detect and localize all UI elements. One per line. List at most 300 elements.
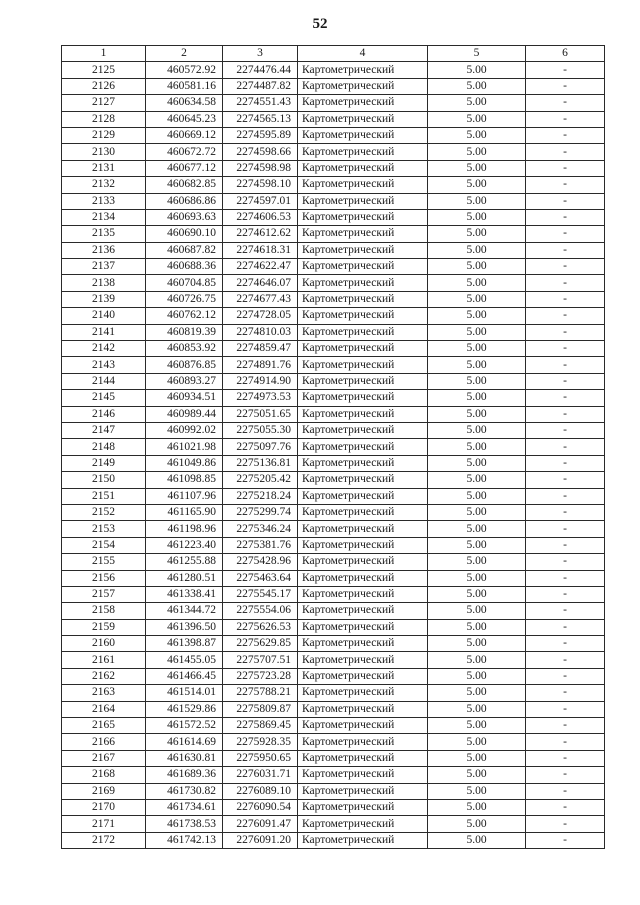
accuracy-cell: 5.00 (428, 127, 526, 143)
accuracy-cell: 5.00 (428, 652, 526, 668)
table-row (62, 586, 605, 602)
table-row (62, 406, 605, 422)
table-row (62, 62, 605, 78)
x-coordinate-cell: 461466.45 (146, 668, 223, 684)
x-coordinate-cell: 461614.69 (146, 734, 223, 750)
accuracy-cell: 5.00 (428, 521, 526, 537)
point-number-cell: 2145 (62, 390, 146, 406)
method-cell: Картометрический (298, 406, 428, 422)
method-cell: Картометрический (298, 652, 428, 668)
table-row (62, 357, 605, 373)
table-row (62, 636, 605, 652)
y-coordinate-cell: 2275381.76 (223, 537, 298, 553)
y-coordinate-cell: 2274810.03 (223, 324, 298, 340)
method-cell: Картометрический (298, 357, 428, 373)
page-number: 52 (312, 16, 328, 32)
x-coordinate-cell: 460726.75 (146, 291, 223, 307)
table-row (62, 619, 605, 635)
description-cell: - (526, 832, 605, 848)
y-coordinate-cell: 2275554.06 (223, 603, 298, 619)
table-row (62, 390, 605, 406)
accuracy-cell: 5.00 (428, 160, 526, 176)
accuracy-cell: 5.00 (428, 554, 526, 570)
y-coordinate-cell: 2274612.62 (223, 226, 298, 242)
method-cell: Картометрический (298, 62, 428, 78)
y-coordinate-cell: 2274476.44 (223, 62, 298, 78)
y-coordinate-cell: 2275299.74 (223, 504, 298, 520)
method-cell: Картометрический (298, 259, 428, 275)
description-cell: - (526, 603, 605, 619)
description-cell: - (526, 521, 605, 537)
x-coordinate-cell: 460682.85 (146, 177, 223, 193)
x-coordinate-cell: 461021.98 (146, 439, 223, 455)
method-cell: Картометрический (298, 521, 428, 537)
y-coordinate-cell: 2276090.54 (223, 799, 298, 815)
method-cell: Картометрический (298, 701, 428, 717)
description-cell: - (526, 619, 605, 635)
method-cell: Картометрический (298, 718, 428, 734)
y-coordinate-cell: 2275545.17 (223, 586, 298, 602)
table-row (62, 570, 605, 586)
method-cell: Картометрический (298, 193, 428, 209)
accuracy-cell: 5.00 (428, 537, 526, 553)
accuracy-cell: 5.00 (428, 357, 526, 373)
x-coordinate-cell: 460645.23 (146, 111, 223, 127)
point-number-cell: 2142 (62, 341, 146, 357)
x-coordinate-cell: 461338.41 (146, 586, 223, 602)
table-row (62, 226, 605, 242)
y-coordinate-cell: 2274622.47 (223, 259, 298, 275)
point-number-cell: 2159 (62, 619, 146, 635)
point-number-cell: 2135 (62, 226, 146, 242)
y-coordinate-cell: 2275218.24 (223, 488, 298, 504)
x-coordinate-cell: 461344.72 (146, 603, 223, 619)
x-coordinate-cell: 461107.96 (146, 488, 223, 504)
accuracy-cell: 5.00 (428, 734, 526, 750)
accuracy-cell: 5.00 (428, 422, 526, 438)
table-row (62, 734, 605, 750)
x-coordinate-cell: 460853.92 (146, 341, 223, 357)
header-cell-2: 2 (146, 46, 223, 62)
table-row (62, 537, 605, 553)
x-coordinate-cell: 460686.86 (146, 193, 223, 209)
table-row (62, 422, 605, 438)
point-number-cell: 2133 (62, 193, 146, 209)
accuracy-cell: 5.00 (428, 472, 526, 488)
point-number-cell: 2131 (62, 160, 146, 176)
table-row (62, 144, 605, 160)
point-number-cell: 2150 (62, 472, 146, 488)
table-header (62, 46, 605, 62)
method-cell: Картометрический (298, 324, 428, 340)
method-cell: Картометрический (298, 504, 428, 520)
accuracy-cell: 5.00 (428, 111, 526, 127)
table-row (62, 783, 605, 799)
accuracy-cell: 5.00 (428, 570, 526, 586)
table-row (62, 78, 605, 94)
method-cell: Картометрический (298, 537, 428, 553)
description-cell: - (526, 570, 605, 586)
description-cell: - (526, 718, 605, 734)
table-row (62, 652, 605, 668)
point-number-cell: 2168 (62, 767, 146, 783)
x-coordinate-cell: 460704.85 (146, 275, 223, 291)
accuracy-cell: 5.00 (428, 718, 526, 734)
description-cell: - (526, 488, 605, 504)
x-coordinate-cell: 461396.50 (146, 619, 223, 635)
description-cell: - (526, 636, 605, 652)
description-cell: - (526, 586, 605, 602)
y-coordinate-cell: 2276031.71 (223, 767, 298, 783)
point-number-cell: 2160 (62, 636, 146, 652)
point-number-cell: 2129 (62, 127, 146, 143)
x-coordinate-cell: 461738.53 (146, 816, 223, 832)
point-number-cell: 2138 (62, 275, 146, 291)
table-row (62, 324, 605, 340)
description-cell: - (526, 226, 605, 242)
table-row (62, 685, 605, 701)
accuracy-cell: 5.00 (428, 226, 526, 242)
accuracy-cell: 5.00 (428, 750, 526, 766)
point-number-cell: 2128 (62, 111, 146, 127)
method-cell: Картометрический (298, 603, 428, 619)
point-number-cell: 2152 (62, 504, 146, 520)
y-coordinate-cell: 2275809.87 (223, 701, 298, 717)
x-coordinate-cell: 460762.12 (146, 308, 223, 324)
table-row (62, 767, 605, 783)
point-number-cell: 2162 (62, 668, 146, 684)
x-coordinate-cell: 460581.16 (146, 78, 223, 94)
point-number-cell: 2172 (62, 832, 146, 848)
point-number-cell: 2125 (62, 62, 146, 78)
description-cell: - (526, 291, 605, 307)
point-number-cell: 2136 (62, 242, 146, 258)
y-coordinate-cell: 2274487.82 (223, 78, 298, 94)
point-number-cell: 2161 (62, 652, 146, 668)
description-cell: - (526, 62, 605, 78)
method-cell: Картометрический (298, 619, 428, 635)
y-coordinate-cell: 2275346.24 (223, 521, 298, 537)
method-cell: Картометрический (298, 472, 428, 488)
x-coordinate-cell: 460693.63 (146, 209, 223, 225)
point-number-cell: 2148 (62, 439, 146, 455)
description-cell: - (526, 554, 605, 570)
x-coordinate-cell: 461689.36 (146, 767, 223, 783)
accuracy-cell: 5.00 (428, 193, 526, 209)
table-row (62, 455, 605, 471)
y-coordinate-cell: 2274618.31 (223, 242, 298, 258)
y-coordinate-cell: 2275629.85 (223, 636, 298, 652)
point-number-cell: 2169 (62, 783, 146, 799)
method-cell: Картометрический (298, 439, 428, 455)
method-cell: Картометрический (298, 275, 428, 291)
y-coordinate-cell: 2275097.76 (223, 439, 298, 455)
accuracy-cell: 5.00 (428, 259, 526, 275)
table-row (62, 127, 605, 143)
accuracy-cell: 5.00 (428, 504, 526, 520)
description-cell: - (526, 668, 605, 684)
method-cell: Картометрический (298, 78, 428, 94)
y-coordinate-cell: 2274598.66 (223, 144, 298, 160)
table-row (62, 832, 605, 848)
x-coordinate-cell: 461198.96 (146, 521, 223, 537)
description-cell: - (526, 209, 605, 225)
y-coordinate-cell: 2274859.47 (223, 341, 298, 357)
point-number-cell: 2163 (62, 685, 146, 701)
x-coordinate-cell: 460989.44 (146, 406, 223, 422)
header-cell-5: 5 (428, 46, 526, 62)
x-coordinate-cell: 461734.61 (146, 799, 223, 815)
method-cell: Картометрический (298, 422, 428, 438)
accuracy-cell: 5.00 (428, 177, 526, 193)
table-row (62, 439, 605, 455)
method-cell: Картометрический (298, 816, 428, 832)
table-row (62, 816, 605, 832)
method-cell: Картометрический (298, 291, 428, 307)
point-number-cell: 2170 (62, 799, 146, 815)
table-row (62, 193, 605, 209)
point-number-cell: 2130 (62, 144, 146, 160)
accuracy-cell: 5.00 (428, 799, 526, 815)
method-cell: Картометрический (298, 488, 428, 504)
description-cell: - (526, 685, 605, 701)
x-coordinate-cell: 461165.90 (146, 504, 223, 520)
method-cell: Картометрический (298, 209, 428, 225)
point-number-cell: 2144 (62, 373, 146, 389)
y-coordinate-cell: 2275788.21 (223, 685, 298, 701)
y-coordinate-cell: 2275950.65 (223, 750, 298, 766)
description-cell: - (526, 472, 605, 488)
description-cell: - (526, 390, 605, 406)
y-coordinate-cell: 2276091.20 (223, 832, 298, 848)
description-cell: - (526, 127, 605, 143)
y-coordinate-cell: 2274551.43 (223, 95, 298, 111)
table-row (62, 718, 605, 734)
table-body (62, 62, 605, 849)
table-row (62, 521, 605, 537)
accuracy-cell: 5.00 (428, 636, 526, 652)
accuracy-cell: 5.00 (428, 144, 526, 160)
accuracy-cell: 5.00 (428, 619, 526, 635)
method-cell: Картометрический (298, 373, 428, 389)
x-coordinate-cell: 461630.81 (146, 750, 223, 766)
x-coordinate-cell: 460876.85 (146, 357, 223, 373)
y-coordinate-cell: 2274728.05 (223, 308, 298, 324)
point-number-cell: 2127 (62, 95, 146, 111)
x-coordinate-cell: 460677.12 (146, 160, 223, 176)
point-number-cell: 2164 (62, 701, 146, 717)
accuracy-cell: 5.00 (428, 455, 526, 471)
table-row (62, 373, 605, 389)
header-row (62, 46, 605, 62)
y-coordinate-cell: 2275428.96 (223, 554, 298, 570)
accuracy-cell: 5.00 (428, 701, 526, 717)
point-number-cell: 2149 (62, 455, 146, 471)
point-number-cell: 2147 (62, 422, 146, 438)
table-row (62, 160, 605, 176)
point-number-cell: 2143 (62, 357, 146, 373)
x-coordinate-cell: 461742.13 (146, 832, 223, 848)
description-cell: - (526, 439, 605, 455)
method-cell: Картометрический (298, 668, 428, 684)
description-cell: - (526, 373, 605, 389)
description-cell: - (526, 537, 605, 553)
accuracy-cell: 5.00 (428, 816, 526, 832)
y-coordinate-cell: 2275626.53 (223, 619, 298, 635)
description-cell: - (526, 177, 605, 193)
method-cell: Картометрический (298, 111, 428, 127)
x-coordinate-cell: 460992.02 (146, 422, 223, 438)
table-row (62, 308, 605, 324)
description-cell: - (526, 357, 605, 373)
accuracy-cell: 5.00 (428, 783, 526, 799)
accuracy-cell: 5.00 (428, 406, 526, 422)
accuracy-cell: 5.00 (428, 832, 526, 848)
method-cell: Картометрический (298, 127, 428, 143)
x-coordinate-cell: 461572.52 (146, 718, 223, 734)
accuracy-cell: 5.00 (428, 78, 526, 94)
x-coordinate-cell: 461730.82 (146, 783, 223, 799)
method-cell: Картометрический (298, 455, 428, 471)
accuracy-cell: 5.00 (428, 209, 526, 225)
table-row (62, 799, 605, 815)
table-row (62, 668, 605, 684)
description-cell: - (526, 422, 605, 438)
table-row (62, 341, 605, 357)
method-cell: Картометрический (298, 177, 428, 193)
point-number-cell: 2126 (62, 78, 146, 94)
x-coordinate-cell: 460688.36 (146, 259, 223, 275)
y-coordinate-cell: 2275869.45 (223, 718, 298, 734)
y-coordinate-cell: 2274598.10 (223, 177, 298, 193)
method-cell: Картометрический (298, 242, 428, 258)
point-number-cell: 2137 (62, 259, 146, 275)
description-cell: - (526, 816, 605, 832)
description-cell: - (526, 242, 605, 258)
method-cell: Картометрический (298, 832, 428, 848)
accuracy-cell: 5.00 (428, 242, 526, 258)
header-cell-4: 4 (298, 46, 428, 62)
point-number-cell: 2151 (62, 488, 146, 504)
x-coordinate-cell: 461514.01 (146, 685, 223, 701)
y-coordinate-cell: 2275928.35 (223, 734, 298, 750)
y-coordinate-cell: 2274646.07 (223, 275, 298, 291)
y-coordinate-cell: 2275136.81 (223, 455, 298, 471)
accuracy-cell: 5.00 (428, 324, 526, 340)
table-row (62, 275, 605, 291)
table-row (62, 488, 605, 504)
point-number-cell: 2146 (62, 406, 146, 422)
table-row (62, 701, 605, 717)
y-coordinate-cell: 2274914.90 (223, 373, 298, 389)
header-cell-6: 6 (526, 46, 605, 62)
y-coordinate-cell: 2276091.47 (223, 816, 298, 832)
description-cell: - (526, 341, 605, 357)
description-cell: - (526, 324, 605, 340)
y-coordinate-cell: 2275051.65 (223, 406, 298, 422)
point-number-cell: 2165 (62, 718, 146, 734)
description-cell: - (526, 275, 605, 291)
point-number-cell: 2132 (62, 177, 146, 193)
x-coordinate-cell: 461223.40 (146, 537, 223, 553)
x-coordinate-cell: 460669.12 (146, 127, 223, 143)
x-coordinate-cell: 460687.82 (146, 242, 223, 258)
method-cell: Картометрический (298, 95, 428, 111)
y-coordinate-cell: 2275707.51 (223, 652, 298, 668)
method-cell: Картометрический (298, 586, 428, 602)
description-cell: - (526, 799, 605, 815)
point-number-cell: 2167 (62, 750, 146, 766)
table-row (62, 603, 605, 619)
table-row (62, 95, 605, 111)
x-coordinate-cell: 460819.39 (146, 324, 223, 340)
point-number-cell: 2171 (62, 816, 146, 832)
description-cell: - (526, 308, 605, 324)
y-coordinate-cell: 2274597.01 (223, 193, 298, 209)
method-cell: Картометрический (298, 685, 428, 701)
description-cell: - (526, 455, 605, 471)
y-coordinate-cell: 2274598.98 (223, 160, 298, 176)
x-coordinate-cell: 460690.10 (146, 226, 223, 242)
description-cell: - (526, 193, 605, 209)
x-coordinate-cell: 460672.72 (146, 144, 223, 160)
description-cell: - (526, 652, 605, 668)
table-row (62, 291, 605, 307)
method-cell: Картометрический (298, 308, 428, 324)
table-row (62, 554, 605, 570)
accuracy-cell: 5.00 (428, 308, 526, 324)
point-number-cell: 2139 (62, 291, 146, 307)
table-row (62, 242, 605, 258)
description-cell: - (526, 783, 605, 799)
y-coordinate-cell: 2274973.53 (223, 390, 298, 406)
method-cell: Картометрический (298, 767, 428, 783)
point-number-cell: 2166 (62, 734, 146, 750)
accuracy-cell: 5.00 (428, 373, 526, 389)
table-row (62, 177, 605, 193)
point-number-cell: 2157 (62, 586, 146, 602)
table-row (62, 209, 605, 225)
header-cell-1: 1 (62, 46, 146, 62)
y-coordinate-cell: 2275723.28 (223, 668, 298, 684)
method-cell: Картометрический (298, 390, 428, 406)
accuracy-cell: 5.00 (428, 62, 526, 78)
accuracy-cell: 5.00 (428, 341, 526, 357)
point-number-cell: 2134 (62, 209, 146, 225)
accuracy-cell: 5.00 (428, 603, 526, 619)
method-cell: Картометрический (298, 144, 428, 160)
coordinates-table (61, 45, 605, 849)
description-cell: - (526, 111, 605, 127)
y-coordinate-cell: 2275463.64 (223, 570, 298, 586)
table-row (62, 259, 605, 275)
description-cell: - (526, 406, 605, 422)
x-coordinate-cell: 461398.87 (146, 636, 223, 652)
x-coordinate-cell: 460572.92 (146, 62, 223, 78)
method-cell: Картометрический (298, 799, 428, 815)
x-coordinate-cell: 460934.51 (146, 390, 223, 406)
method-cell: Картометрический (298, 226, 428, 242)
y-coordinate-cell: 2274606.53 (223, 209, 298, 225)
point-number-cell: 2154 (62, 537, 146, 553)
description-cell: - (526, 701, 605, 717)
accuracy-cell: 5.00 (428, 488, 526, 504)
method-cell: Картометрический (298, 554, 428, 570)
x-coordinate-cell: 460893.27 (146, 373, 223, 389)
table-row (62, 472, 605, 488)
description-cell: - (526, 78, 605, 94)
point-number-cell: 2158 (62, 603, 146, 619)
